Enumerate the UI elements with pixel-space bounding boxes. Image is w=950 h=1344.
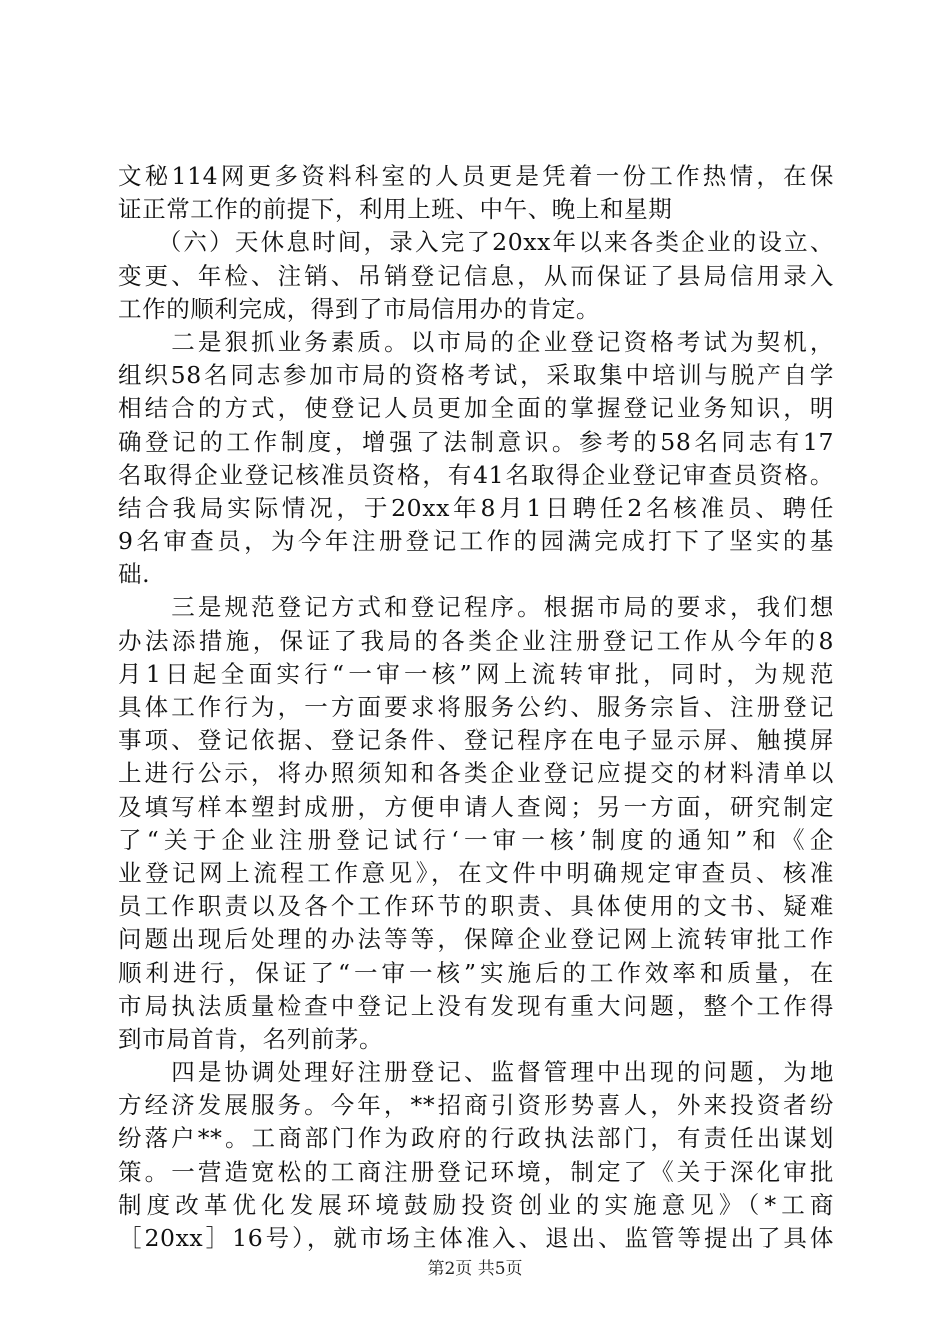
text-line: 问题出现后处理的办法等等，保障企业登记网上流转审批工作 (118, 925, 834, 954)
text-line: 到市局首肯，名列前茅。 (118, 1024, 384, 1053)
text-line: 上进行公示，将办照须知和各类企业登记应提交的材料清单以 (118, 759, 834, 788)
text-line: 结合我局实际情况，于20xx年8月1日聘任2名核准员、聘任 (118, 493, 834, 522)
text-line: 四是协调处理好注册登记、监督管理中出现的问题，为地 (118, 1058, 834, 1087)
text-line: 纷落户**。工商部门作为政府的行政执法部门，有责任出谋划 (118, 1124, 834, 1153)
text-line: 确登记的工作制度，增强了法制意识。参考的58名同志有17 (118, 427, 834, 456)
text-line: 办法添措施，保证了我局的各类企业注册登记工作从今年的8 (118, 626, 834, 655)
text-line: 事项、登记依据、登记条件、登记程序在电子显示屏、触摸屏 (118, 726, 834, 755)
body-text (118, 160, 834, 1255)
text-line: 策。一营造宽松的工商注册登记环境，制定了《关于深化审批 (118, 1157, 834, 1186)
text-line: 员工作职责以及各个工作环节的职责、具体使用的文书、疑难 (118, 892, 834, 921)
text-line: 市局执法质量检查中登记上没有发现有重大问题，整个工作得 (118, 991, 834, 1020)
text-line: 方经济发展服务。今年，**招商引资形势喜人，外来投资者纷 (118, 1091, 834, 1120)
text-line: 了“关于企业注册登记试行‘一审一核’制度的通知”和《企 (118, 825, 834, 854)
text-line: 础. (118, 560, 151, 589)
text-line: 制度改革优化发展环境鼓励投资创业的实施意见》（*工商 (118, 1190, 834, 1219)
text-line: （六）天休息时间，录入完了20xx年以来各类企业的设立、 (118, 228, 834, 257)
text-line: 业登记网上流程工作意见》，在文件中明确规定审查员、核准 (118, 858, 834, 887)
text-line: 具体工作行为，一方面要求将服务公约、服务宗旨、注册登记 (118, 693, 834, 721)
text-line: 工作的顺利完成，得到了市局信用办的肯定。 (118, 294, 600, 323)
text-line: 变更、年检、注销、吊销登记信息，从而保证了县局信用录入 (118, 261, 834, 290)
text-line: 三是规范登记方式和登记程序。根据市局的要求，我们想 (118, 593, 834, 622)
text-line: 文秘114网更多资料科室的人员更是凭着一份工作热情，在保 (118, 162, 834, 190)
text-line: ［20xx］16号），就市场主体准入、退出、监管等提出了具体 (118, 1224, 834, 1252)
text-line: 名取得企业登记核准员资格，有41名取得企业登记审查员资格。 (118, 460, 834, 489)
text-line: 组织58名同志参加市局的资格考试，采取集中培训与脱产自学 (118, 361, 834, 390)
text-line: 证正常工作的前提下，利用上班、中午、晚上和星期 (118, 195, 673, 224)
text-line: 二是狠抓业务素质。以市局的企业登记资格考试为契机， (118, 327, 834, 356)
text-line: 及填写样本塑封成册，方便申请人查阅；另一方面，研究制定 (118, 792, 834, 821)
text-line: 9名审查员，为今年注册登记工作的园满完成打下了坚实的基 (118, 527, 834, 556)
text-line: 相结合的方式，使登记人员更加全面的掌握登记业务知识，明 (118, 394, 834, 423)
page-footer: 第2页 共5页 (427, 1259, 523, 1279)
text-line: 顺利进行，保证了“一审一核”实施后的工作效率和质量，在 (118, 958, 834, 987)
text-line: 月1日起全面实行“一审一核”网上流转审批，同时，为规范 (118, 659, 834, 688)
